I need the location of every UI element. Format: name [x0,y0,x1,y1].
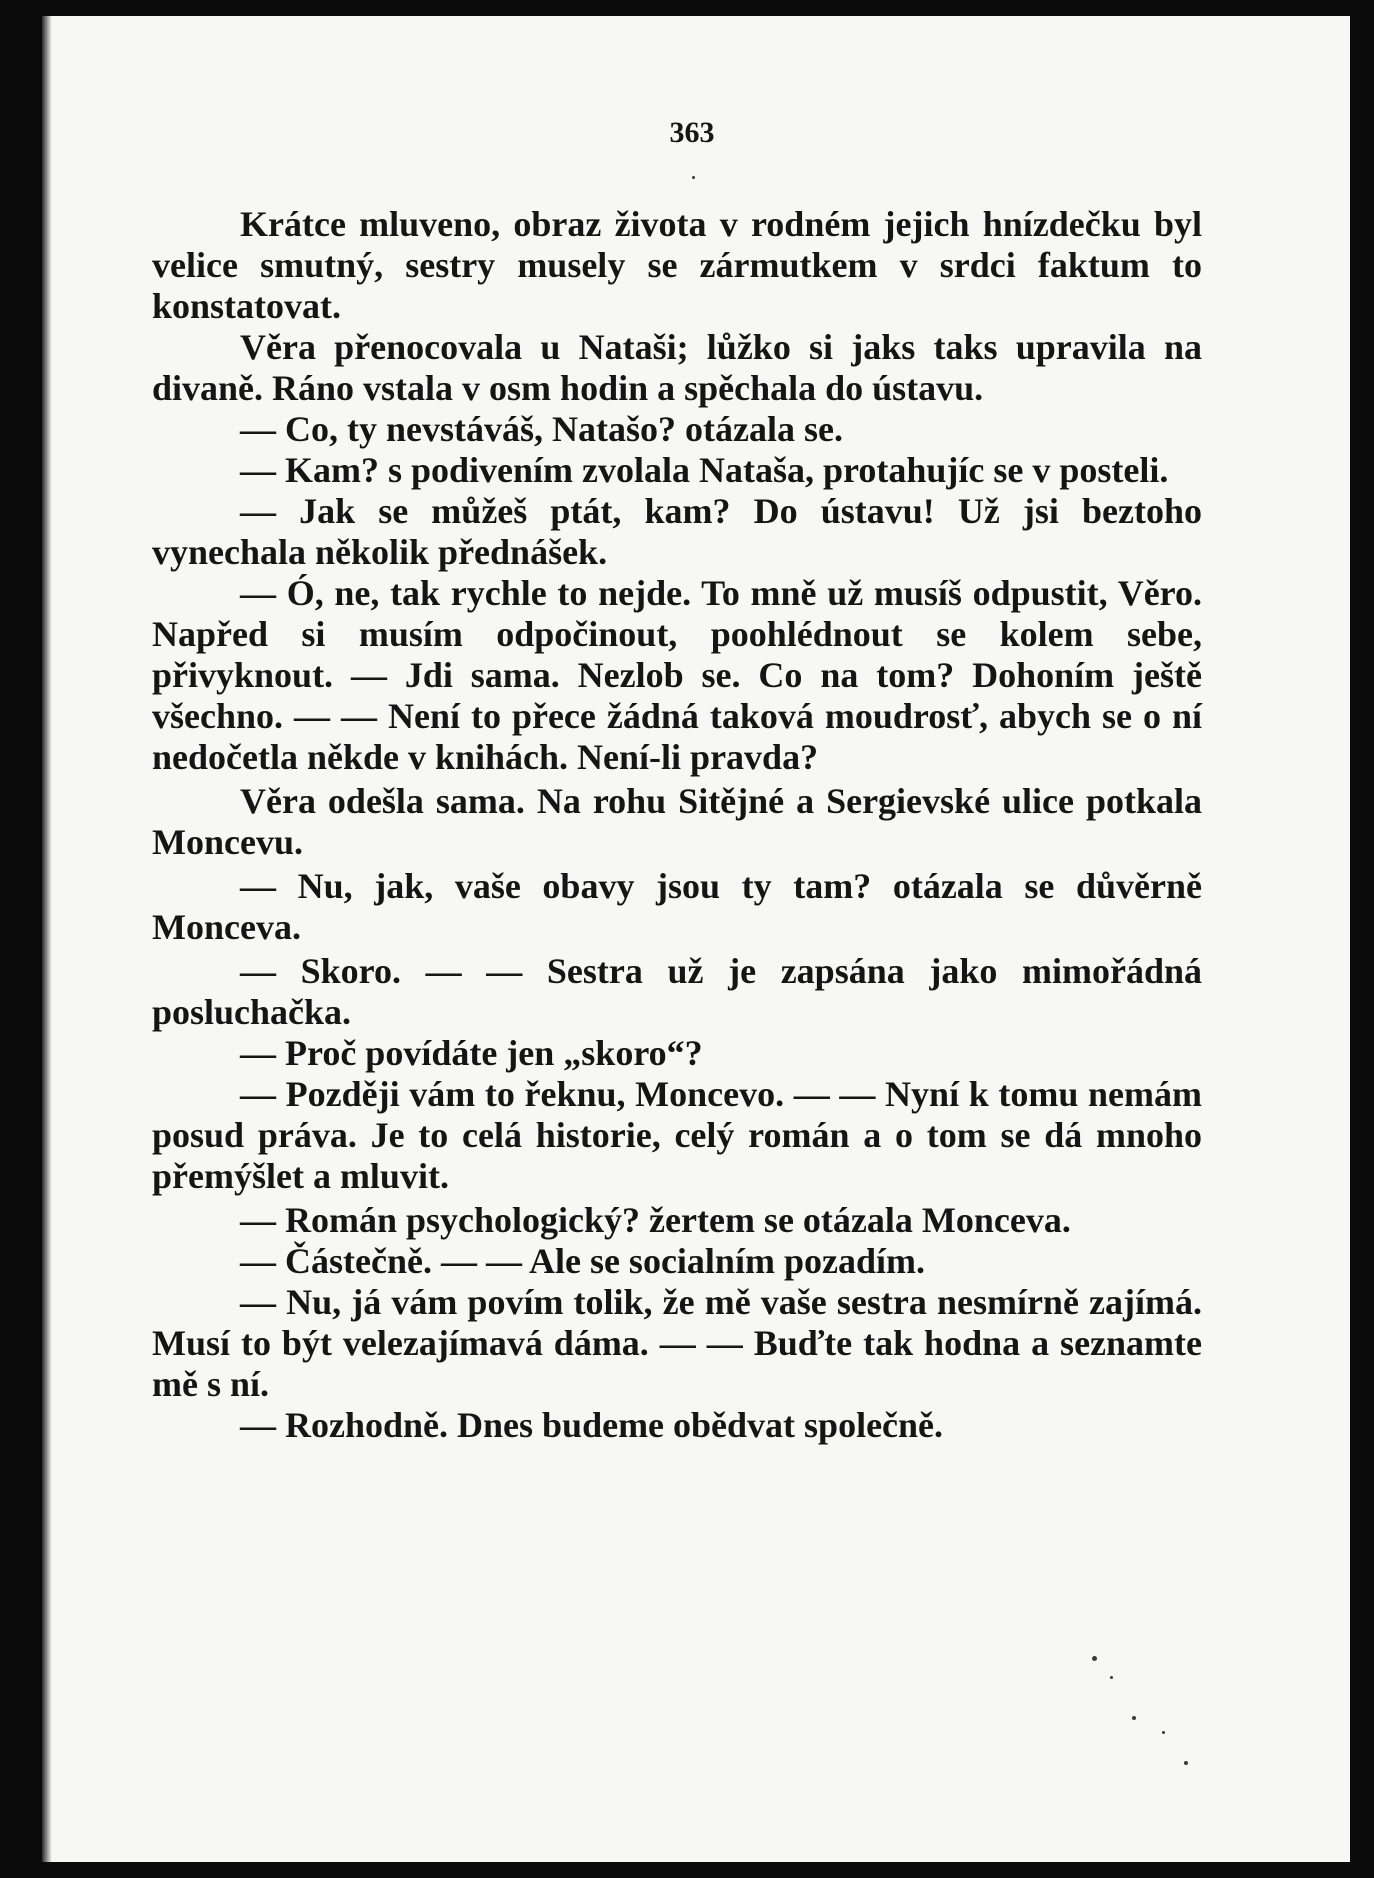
page-number: 363 [669,116,715,149]
paragraph: — Částečně. — — Ale se socialním pozadím. [240,1241,925,1281]
scan-speck [1132,1716,1136,1720]
paragraph: Krátce mluveno, obraz života v rodném jejich hnízdečku byl velice smutný, sestry musely se zármutkem v srdci faktum to konstatovat. [152,204,1202,326]
paragraph: — Co, ty nevstáváš, Natašo? otázala se. [240,409,843,449]
paragraph: — Rozhodně. Dnes budeme obědvat společně. [240,1405,944,1445]
paragraph: — Jak se můžeš ptát, kam? Do ústavu! Už jsi beztoho vynechala několik přednášek. [152,491,1202,572]
paragraph: Věra přenocovala u Nataši; lůžko si jaks taks upravila na divaně. Ráno vstala v osm hodin a spěchala do ústavu. [152,327,1202,408]
book-page [42,16,1350,1862]
paragraph: — Ó, ne, tak rychle to nejde. To mně už musíš odpustit, Věro. Napřed si musím odpočinout, poohlédnout se kolem sebe, přivyknout. — Jdi sama. Nezlob se. Co na tom? Dohoním ještě všechno. — — Není to přece žádná taková moudrosť, abych se o ní nedočetla někde v knihách. Není-li pravda? [152,573,1202,777]
page-gutter-shadow [42,16,52,1862]
scan-speck [1092,1656,1097,1661]
scan-speck [1162,1731,1165,1734]
body-text [152,204,1202,1446]
paragraph: — Později vám to řeknu, Moncevo. — — Nyní k tomu nemám posud práva. Je to celá historie, celý román a o tom se dá mnoho přemýšlet a mluvit. [152,1074,1202,1196]
paragraph: — Román psychologický? žertem se otázala Monceva. [240,1200,1071,1240]
paragraph: — Skoro. — — Sestra už je zapsána jako mimořádná posluchačka. [152,951,1202,1032]
paragraph: Věra odešla sama. Na rohu Sitějné a Sergievské ulice potkala Moncevu. [152,781,1202,862]
paragraph: — Kam? s podivením zvolala Nataša, protahujíc se v posteli. [240,450,1169,490]
paragraph: — Nu, jak, vaše obavy jsou ty tam? otázala se důvěrně Monceva. [152,866,1202,947]
scan-speck [1110,1676,1113,1679]
paragraph: — Proč povídáte jen „skoro“? [240,1033,703,1073]
scan-speck [1184,1761,1188,1765]
paragraph: — Nu, já vám povím tolik, že mě vaše sestra nesmírně zajímá. Musí to být velezajímavá dáma. — — Buďte tak hodna a seznamte mě s ní. [152,1282,1202,1404]
scan-speck [692,176,695,179]
